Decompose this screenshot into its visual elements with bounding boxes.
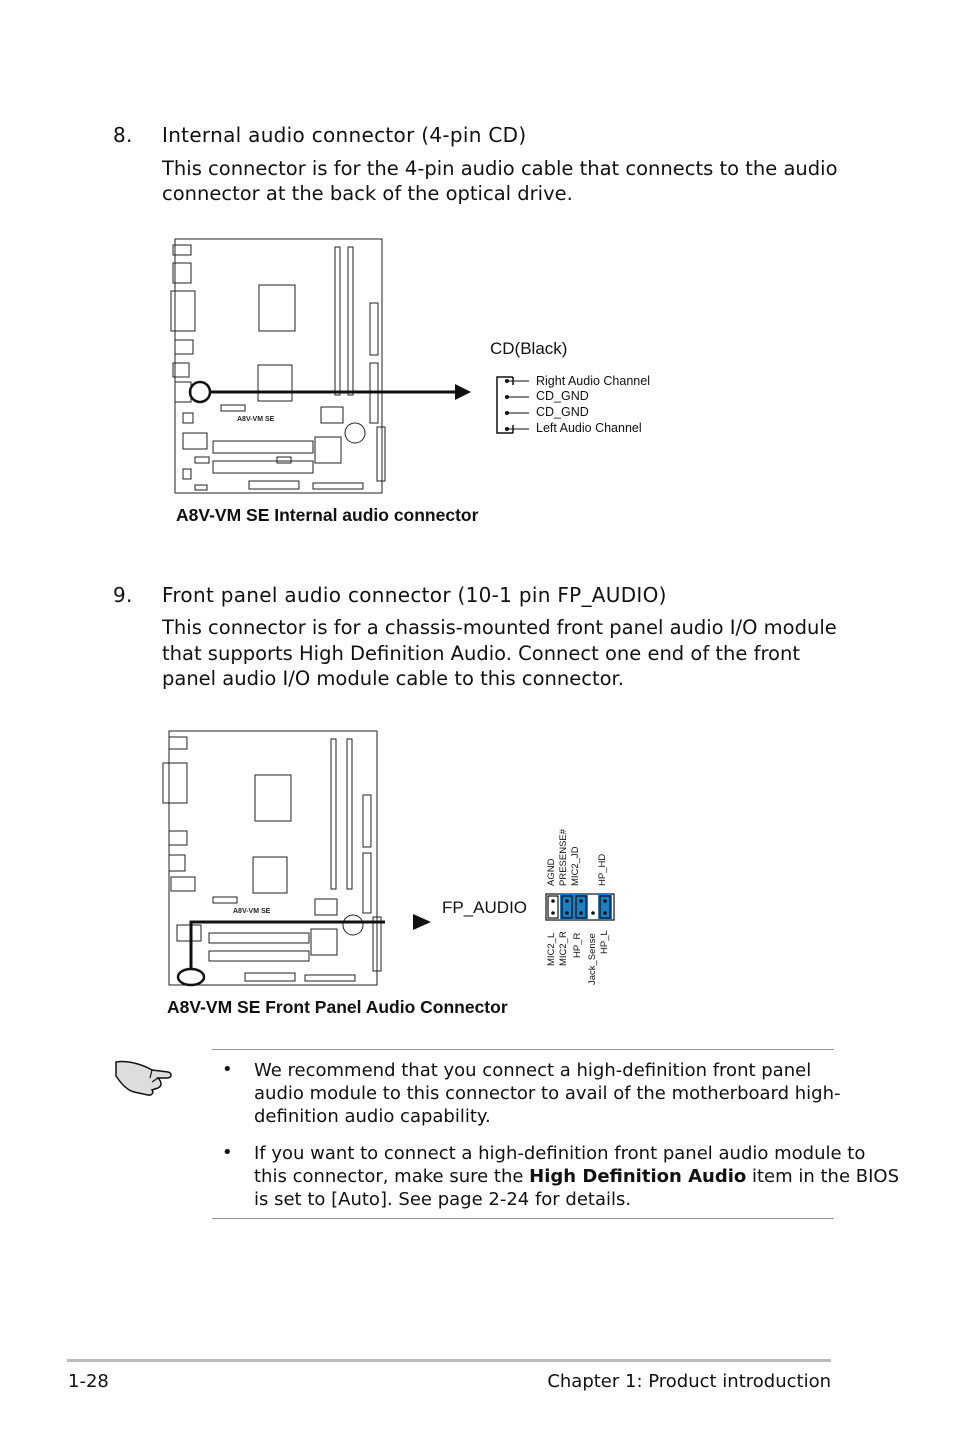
fp-top-pin-label-3: MIC2_JD [570,846,581,886]
cd-connector-icon [493,373,533,437]
section-8-body-line-2: connector at the back of the optical drive. [162,182,573,205]
fp-bottom-pin-label-4: Jack_Sense [587,933,598,985]
section-9-title: Front panel audio connector (10-1 pin FP_AUDIO) [162,583,667,607]
fp-top-pin-label-2: PRESENSE# [558,828,569,886]
footer-chapter-title: Chapter 1: Product introduction [547,1371,831,1392]
section-8-number: 8. [113,123,133,147]
figure-1-caption: A8V-VM SE Internal audio connector [176,505,479,525]
fp-bottom-pin-label-5: HP_L [599,930,610,954]
cd-pin-1-label: Right Audio Channel [536,374,650,388]
note-bullet-2-line-2 [254,1165,899,1188]
bios-item-name: High Definition Audio [529,1166,747,1187]
cd-pin-4-label: Left Audio Channel [536,421,642,435]
fp-top-pin-label-1: AGND [546,858,557,886]
note-bullet-1-line-2: audio module to this connector to avail of the motherboard high- [254,1083,841,1104]
section-9-body-line-3: panel audio I/O module cable to this connector. [162,667,624,690]
note-bullet-1-line-3: definition audio capability. [254,1106,491,1127]
note-bullet-2: • [222,1142,233,1163]
motherboard-diagram-2 [155,725,385,990]
board-2-label: A8V-VM SE [233,908,271,915]
section-8-title: Internal audio connector (4-pin CD) [162,123,527,147]
note-top-rule [212,1049,834,1050]
note-bullet-2-line-2-pre: this connector, make sure the [254,1166,530,1187]
cd-connector-label: CD(Black) [490,339,568,358]
fp-audio-connector-label: FP_AUDIO [442,898,528,917]
note-bullet-2-line-2-post: item in the BIOS [746,1166,900,1187]
note-bullet-1-line-1: We recommend that you connect a high-definition front panel [254,1060,812,1081]
cd-pin-2-label: CD_GND [536,389,589,403]
note-bullet-1: • [222,1059,233,1080]
footer-page-number: 1-28 [68,1371,109,1392]
section-8-body-line-1: This connector is for the 4-pin audio cable that connects to the audio [162,157,838,180]
motherboard-diagram-1 [165,235,395,500]
fp-audio-arrow [405,910,435,934]
footer-rule [67,1359,831,1362]
note-bullet-2-line-1: If you want to connect a high-definition front panel audio module to [254,1143,866,1164]
fp-bottom-pin-label-3: HP_R [572,932,583,958]
fp-audio-connector-icon [544,890,616,924]
board-1-label: A8V-VM SE [237,416,275,423]
note-bottom-rule [212,1218,834,1219]
cd-arrow [395,380,475,404]
fp-bottom-pin-label-2: MIC2_R [558,931,569,966]
section-9-body-line-2: that supports High Definition Audio. Connect one end of the front [162,642,800,665]
section-9-body-line-1: This connector is for a chassis-mounted front panel audio I/O module [162,616,837,639]
note-hand-icon [112,1052,176,1098]
figure-2-caption: A8V-VM SE Front Panel Audio Connector [167,997,508,1017]
fp-bottom-pin-label-1: MIC2_L [546,932,557,966]
fp-top-pin-label-4: HP_HD [597,853,608,886]
note-bullet-2-line-3: is set to [Auto]. See page 2-24 for details. [254,1189,632,1210]
section-9-number: 9. [113,583,133,607]
cd-pin-3-label: CD_GND [536,405,589,419]
